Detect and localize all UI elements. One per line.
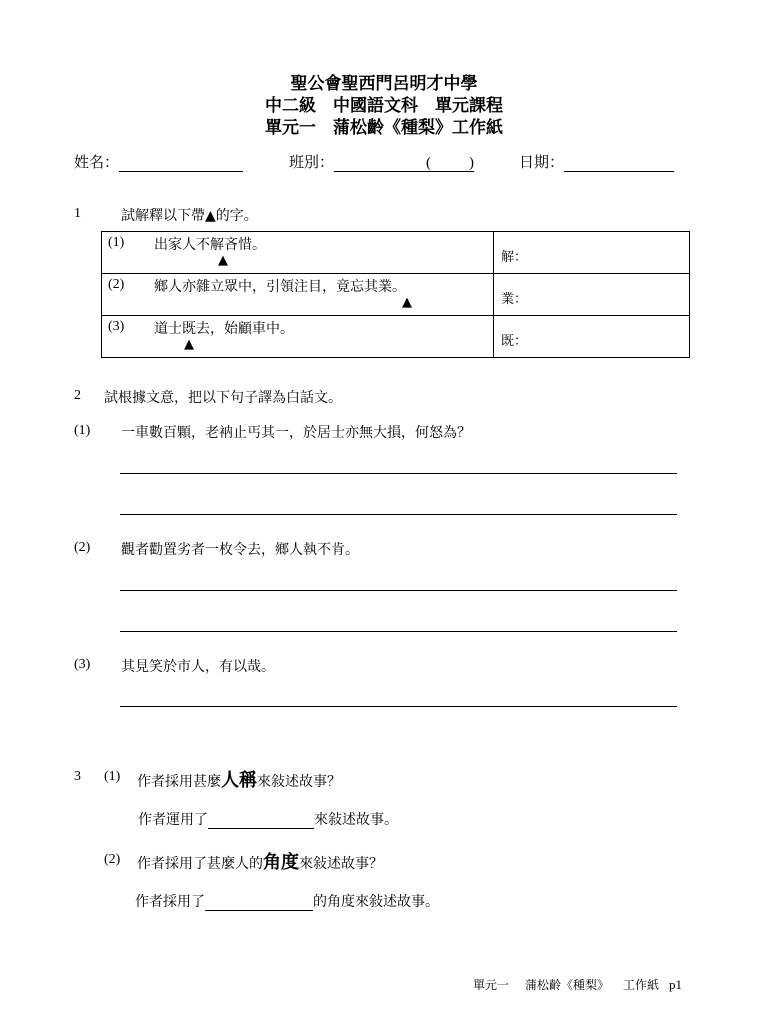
class-bracket-close: ) [469,155,475,171]
footer-page-number: p1 [669,977,683,992]
q3-part2-emphasis: 角度 [263,852,299,873]
q3-part2-answer-suffix: 的角度來敍述故事。 [313,894,439,910]
date-label: 日期： [519,153,565,171]
q3-part2-question-prefix: 作者採用了甚麼人的 [137,856,263,872]
q1-item-number: (2) [108,277,125,292]
q3-part1-question-prefix: 作者採用甚麼 [137,774,221,790]
q2-item-text: 觀者勸置劣者一枚令去，鄉人執不肯。 [121,542,359,558]
q1-item-number: (3) [108,319,125,334]
q1-number: 1 [74,206,81,221]
q1-answer-label: 既： [501,334,528,349]
q1-instruction: 試解釋以下帶▲的字。 [121,208,258,224]
q2-item-number: (1) [74,423,91,438]
triangle-marker-icon: ▲ [218,253,228,268]
q3-number: 3 [74,769,81,784]
q2-item-number: (3) [74,657,91,672]
q3-part2-blank[interactable] [205,895,313,911]
answer-line[interactable] [120,514,677,515]
q1-answer-1[interactable] [494,232,690,274]
class-number-blank[interactable] [426,156,474,172]
q3-part1-question [137,766,341,792]
q3-part1-blank[interactable] [208,813,314,829]
answer-line[interactable] [120,631,677,632]
name-field [74,151,243,172]
answer-line[interactable] [120,706,677,707]
q1-item-1 [102,232,494,274]
q2-instruction: 試根據文意，把以下句子譯為白話文。 [104,390,342,406]
worksheet-title: 單元一 蒲松齡《種梨》工作紙 [265,118,503,138]
name-blank[interactable] [119,156,243,172]
q1-item-number: (1) [108,235,125,250]
q1-table [101,231,690,358]
q3-part2-answer-prefix: 作者採用了 [135,894,205,910]
date-field [519,151,674,172]
q3-part1-emphasis: 人稱 [221,770,257,791]
q1-answer-label: 業： [501,292,528,307]
course-title: 中二級 中國語文科 單元課程 [265,96,503,116]
school-name: 聖公會聖西門呂明才中學 [290,74,478,94]
q3-part2-question-suffix: 來敍述故事？ [299,856,383,872]
q1-item-text: 道士既去，始顧車中。 [154,321,294,337]
q2-item-number: (2) [74,540,91,555]
answer-line[interactable] [120,473,677,474]
footer-title: 蒲松齡《種梨》 [525,978,610,992]
q1-answer-2[interactable] [494,274,690,316]
footer-unit: 單元一 [473,978,510,992]
q3-part1-number: (1) [104,769,121,784]
class-bracket-open: ( [426,155,432,171]
q3-part1-question-suffix: 來敍述故事？ [257,774,341,790]
q2-item-text: 其見笑於市人，有以哉。 [121,659,275,675]
triangle-marker-icon: ▲ [402,295,412,310]
class-field [289,151,474,172]
q3-part2-number: (2) [104,852,121,867]
page-footer [473,976,682,993]
q1-item-2 [102,274,494,316]
q1-answer-3[interactable] [494,316,690,358]
q2-item-text: 一車數百顆，老衲止丐其一，於居士亦無大損，何怒為？ [121,425,471,441]
footer-label: 工作紙 [623,978,660,992]
q3-part1-answer-suffix: 來敍述故事。 [314,812,398,828]
q1-item-text: 出家人不解吝惜。 [154,237,266,253]
answer-line[interactable] [120,590,677,591]
q2-number: 2 [74,388,81,403]
name-label: 姓名： [74,153,120,171]
q1-answer-label: 解： [501,250,528,265]
q1-item-text: 鄉人亦雜立眾中，引領注目，竟忘其業。 [154,279,406,295]
class-label: 班別： [289,153,335,171]
q3-part2-answer [135,891,439,911]
date-blank[interactable] [564,156,674,172]
class-blank[interactable] [334,156,426,172]
q3-part1-answer [138,809,398,829]
q3-part1-answer-prefix: 作者運用了 [138,812,208,828]
q1-item-3 [102,316,494,358]
q3-part2-question [137,848,383,874]
triangle-marker-icon: ▲ [184,337,194,352]
